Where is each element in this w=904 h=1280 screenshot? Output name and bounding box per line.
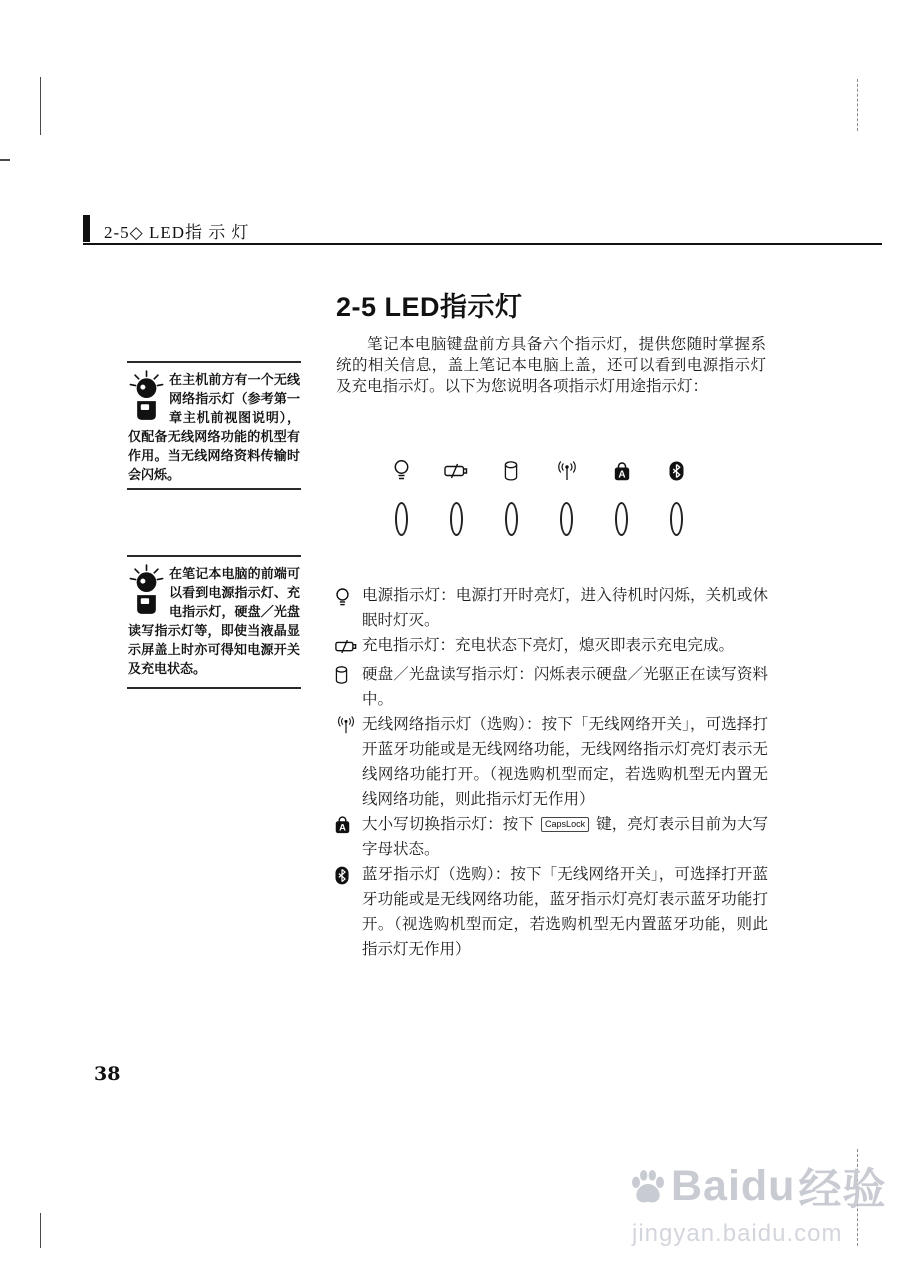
power-icon	[387, 459, 415, 483]
item-text: 蓝牙指示灯（选购）：按下「无线网络开关」，可选择打开蓝牙功能或是无线网络功能，蓝牙指示灯亮灯表示蓝牙功能打开。（视选购机型而定，若选购机型无内置蓝牙功能，则此指示灯无作用）	[362, 866, 768, 958]
section-title: 2-5 LED指示灯	[336, 292, 523, 322]
charging-icon	[442, 463, 470, 479]
watermark	[628, 1156, 886, 1248]
item-text: 电源指示灯：电源打开时亮灯，进入待机时闪烁，关机或休眠时灯灭。	[362, 587, 768, 629]
header-accent-bar	[83, 215, 90, 242]
side-note-front-leds	[127, 555, 301, 689]
caps-lock-keycap: CapsLock	[541, 817, 589, 832]
side-note-text: 在主机前方有一个无线网络指示灯（参考第一章主机前视图说明），仅配备无线网络功能的机型有作用。当无线网络资料传输时会闪烁。	[128, 372, 300, 482]
running-header	[83, 215, 882, 245]
crop-mark-top-left	[40, 77, 41, 135]
watermark-brand-text: Baidu	[671, 1162, 796, 1210]
wireless-icon	[553, 461, 581, 482]
bluetooth-icon	[663, 461, 691, 481]
list-item-caps-lock	[335, 812, 768, 862]
list-item-wireless	[335, 712, 768, 812]
running-header-text: 2-5◇ LED指 示 灯	[104, 223, 250, 242]
item-text: 硬盘／光盘读写指示灯：闪烁表示硬盘／光驱正在读写资料中。	[362, 666, 768, 708]
baidu-paw-icon	[628, 1167, 668, 1207]
tip-mascot-icon	[128, 564, 165, 618]
item-text-after: 键，亮灯表示目前为大写字母状态。	[362, 816, 768, 858]
crop-mark-left	[0, 159, 10, 161]
watermark-brand	[628, 1156, 886, 1217]
watermark-brand-suffix: 经验	[798, 1166, 887, 1214]
page-number: 38	[94, 1063, 121, 1085]
item-text	[362, 812, 768, 862]
watermark-url: jingyan.baidu.com	[632, 1220, 843, 1247]
led-shape	[387, 502, 415, 536]
wireless-icon	[335, 712, 362, 743]
power-icon	[335, 583, 362, 617]
tip-mascot-icon	[128, 370, 165, 424]
crop-mark-top-right	[857, 79, 858, 131]
list-item-hard-disk	[335, 662, 768, 712]
list-item-power	[335, 583, 768, 633]
hard-disk-icon	[497, 461, 525, 482]
hard-disk-icon	[335, 662, 362, 693]
caps-lock-icon	[335, 812, 362, 842]
bluetooth-icon	[335, 862, 362, 893]
side-note-text: 在笔记本电脑的前端可以看到电源指示灯、充电指示灯，硬盘／光盘读写指示灯等，即使当液晶显示屏盖上时亦可得知电源开关及充电状态。	[128, 566, 300, 676]
charging-icon	[335, 633, 362, 662]
led-shape	[553, 502, 581, 536]
caps-lock-icon	[608, 462, 636, 481]
led-shape	[442, 502, 470, 536]
led-shape-row	[387, 501, 691, 537]
item-text: 充电指示灯：充电状态下亮灯，熄灭即表示充电完成。	[362, 637, 735, 654]
crop-mark-bottom-left	[40, 1213, 41, 1248]
intro-paragraph: 笔记本电脑键盘前方具备六个指示灯，提供您随时掌握系统的相关信息，盖上笔记本电脑上盖，还可以看到电源指示灯及充电指示灯。以下为您说明各项指示灯用途指示灯：	[336, 336, 766, 395]
item-text-before: 大小写切换指示灯：按下	[362, 816, 535, 833]
svg-text:A: A	[618, 469, 626, 480]
item-text: 无线网络指示灯（选购）：按下「无线网络开关」，可选择打开蓝牙功能或是无线网络功能，无线网络指示灯亮灯表示无线网络功能打开。（视选购机型而定，若选购机型无内置无线网络功能，则此指示灯无作用）	[362, 716, 768, 808]
list-item-charging	[335, 633, 768, 662]
list-item-bluetooth	[335, 862, 768, 962]
led-shape	[497, 502, 525, 536]
side-note-wireless	[127, 361, 301, 490]
led-descriptions	[335, 583, 768, 962]
led-icon-row	[387, 456, 691, 486]
svg-text:A: A	[339, 822, 346, 833]
led-shape	[608, 502, 636, 536]
led-shape	[663, 502, 691, 536]
